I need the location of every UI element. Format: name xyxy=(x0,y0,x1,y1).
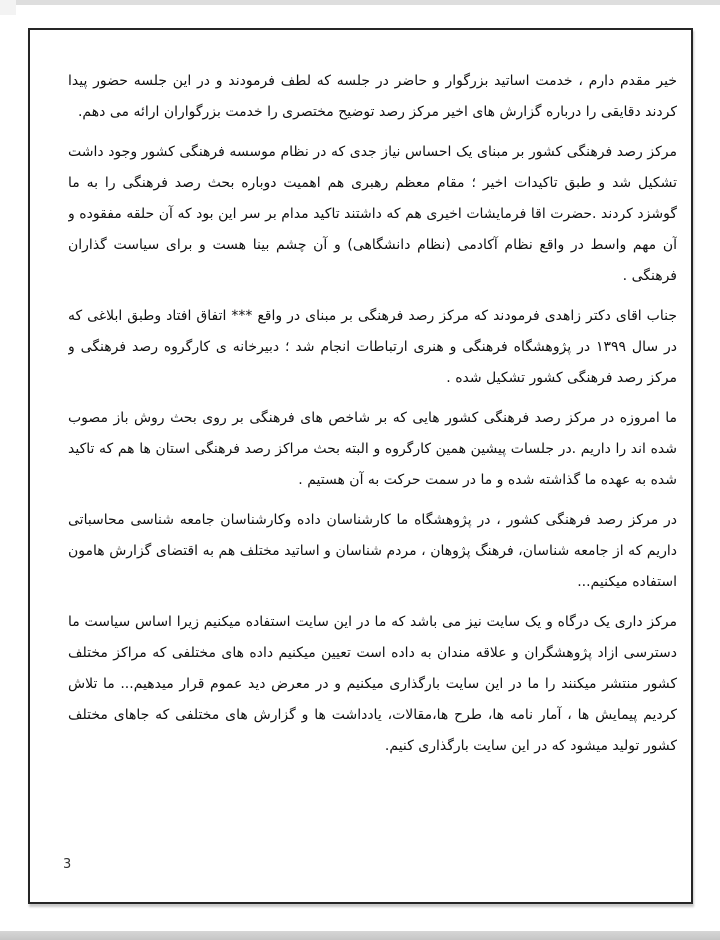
page-number: 3 xyxy=(63,857,72,872)
paragraph-portal-site: مرکز داری یک درگاه و یک سایت نیز می باشد که ما در این سایت استفاده میکنیم زیرا اساس سیاست ما دسترسی ازاد پژوهشگران و علاقه مندان به داده است تعیین میکنیم داده های مختلفی که مراکز مختلف کشور منتشر میکنند را ما در این سایت بارگذاری میکنیم و در معرض دید عموم قرار میدهیم... ما تلاش کردیم پیمایش ها ، آمار نامه ها، طرح ها،مقالات، یادداشت ها و گزارش های مختلفی که جاهای مختلف کشور تولید میشود که در این سایت بارگذاری کنیم. xyxy=(68,614,677,754)
bottom-bar xyxy=(0,931,720,940)
paragraph-zahedi-statement: جناب اقای دکتر زاهدی فرمودند که مرکز رصد فرهنگی بر مبنای در واقع *** اتفاق افتاد وطبق ابلاغی که در سال ۱۳۹۹ در پژوهشگاه فرهنگی و هنری ارتباطات انجام شد ؛ دبیرخانه ی کارگروه رصد فرهنگی و مرکز رصد فرهنگی کشور تشکیل شده . xyxy=(68,308,677,386)
top-chrome-strip xyxy=(16,0,720,5)
top-left-patch xyxy=(0,0,16,15)
paragraph-center-founding: مرکز رصد فرهنگی کشور بر مبنای یک احساس نیاز جدی که در نظام موسسه فرهنگی کشور وجود داشت تشکیل شد و طبق تاکیدات اخیر ؛ مقام معظم رهبری هم اهمیت دوباره بحث رصد فرهنگی را به ما گوشزد کردند .حضرت اقا فرمایشات اخیری هم که داشتند تاکید مدام بر سر این بود که آن حلقه مفقوده و آن مهم واسط در واقع نظام آکادمی (نظام دانشگاهی) و آن چشم بینا هست و برای سیاست گذاران فرهنگی . xyxy=(68,144,677,284)
paragraph-indicators: ما امروزه در مرکز رصد فرهنگی کشور هایی که بر شاخص های فرهنگی بر روی بحث روش باز مصوب شده اند را داریم .در جلسات پیشین همین کارگروه و البته بحث مراکز رصد فرهنگی استان ها هم که تاکید شده به عهده ما گذاشته شده و ما در سمت حرکت به آن هستیم . xyxy=(68,410,677,488)
paragraph-experts: در مرکز رصد فرهنگی کشور ، در پژوهشگاه ما کارشناسان داده وکارشناسان جامعه شناسی محاسباتی داریم که از جامعه شناسان، فرهنگ پژوهان ، مردم شناسان و اساتید مختلف هم به اقتضای گزارش هامون استفاده میکنیم... xyxy=(68,512,677,590)
page-text-body xyxy=(68,66,677,824)
document-page xyxy=(28,28,693,904)
paragraph-welcome: خیر مقدم دارم ، خدمت اساتید بزرگوار و حاضر در جلسه که لطف فرمودند و در این جلسه حضور پیدا کردند دقایقی را درباره گزارش های اخیر مرکز رصد توضیح مختصری را خدمت بزرگواران ارائه می دهم. xyxy=(68,73,677,120)
